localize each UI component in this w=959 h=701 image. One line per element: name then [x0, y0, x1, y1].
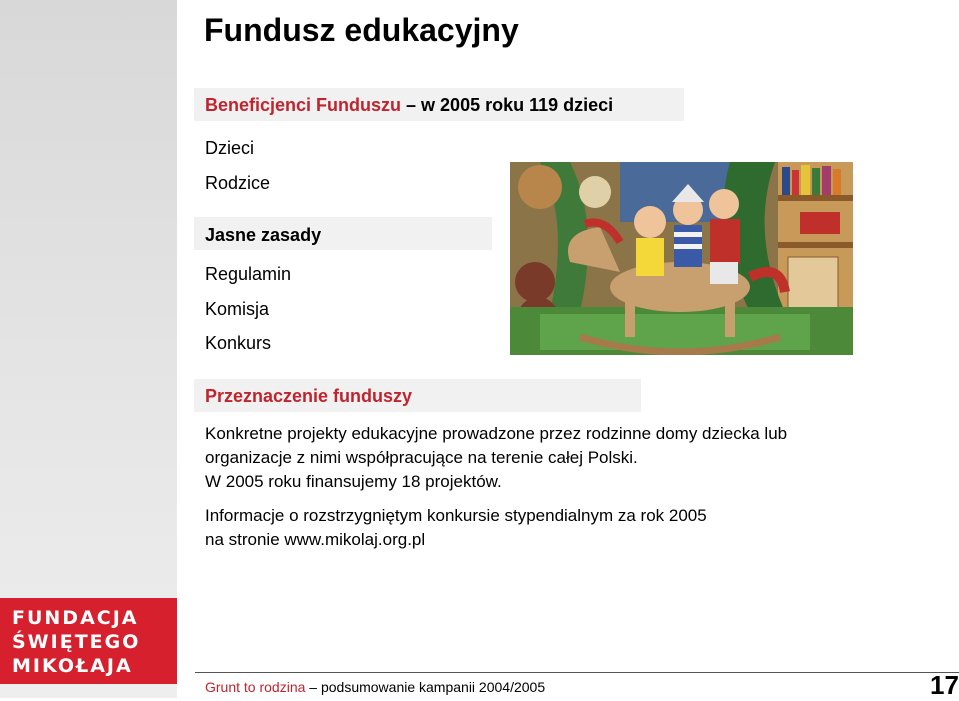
paragraph-projects: [205, 422, 787, 494]
heading-beneficjenci-suffix: – w 2005 roku 119 dzieci: [401, 95, 614, 115]
heading-zasady: Jasne zasady: [205, 225, 322, 245]
paragraph-line-2: organizacje z nimi współpracujące na terenie całej Polski.: [205, 448, 638, 467]
children-rocking-horse-illustration: [510, 162, 853, 355]
paragraph-line-3: W 2005 roku finansujemy 18 projektów.: [205, 472, 502, 491]
footer-campaign-name: Grunt to rodzina: [205, 679, 306, 695]
list-item-dzieci: Dzieci: [205, 138, 255, 158]
info-line-2: na stronie www.mikolaj.org.pl: [205, 530, 426, 549]
sidebar: [0, 0, 177, 698]
list-item-rodzice: Rodzice: [205, 173, 271, 193]
foundation-logo: [0, 598, 177, 684]
logo-line-2: ŚWIĘTEGO: [12, 631, 141, 653]
heading-beneficjenci: [205, 95, 613, 116]
heading-przeznaczenie: Przeznaczenie funduszy: [205, 386, 413, 406]
list-item-regulamin: Regulamin: [205, 264, 292, 284]
paragraph-line-1: Konkretne projekty edukacyjne prowadzone przez rodzinne domy dziecka lub: [205, 424, 788, 443]
info-line-1: Informacje o rozstrzygniętym konkursie stypendialnym za rok 2005: [205, 506, 707, 525]
footer-caption: [205, 679, 545, 695]
logo-line-3: MIKOŁAJA: [12, 655, 133, 677]
footer-divider: [195, 672, 959, 673]
footer-campaign-summary: – podsumowanie kampanii 2004/2005: [305, 679, 546, 695]
list-item-konkurs: Konkurs: [205, 333, 272, 353]
heading-beneficjenci-prefix: Beneficjenci Funduszu: [205, 95, 402, 115]
page-title: Fundusz edukacyjny: [204, 12, 519, 48]
logo-line-1: FUNDACJA: [12, 607, 139, 629]
list-item-komisja: Komisja: [205, 299, 270, 319]
paragraph-info: [205, 504, 707, 552]
page-number: 17: [930, 670, 959, 700]
